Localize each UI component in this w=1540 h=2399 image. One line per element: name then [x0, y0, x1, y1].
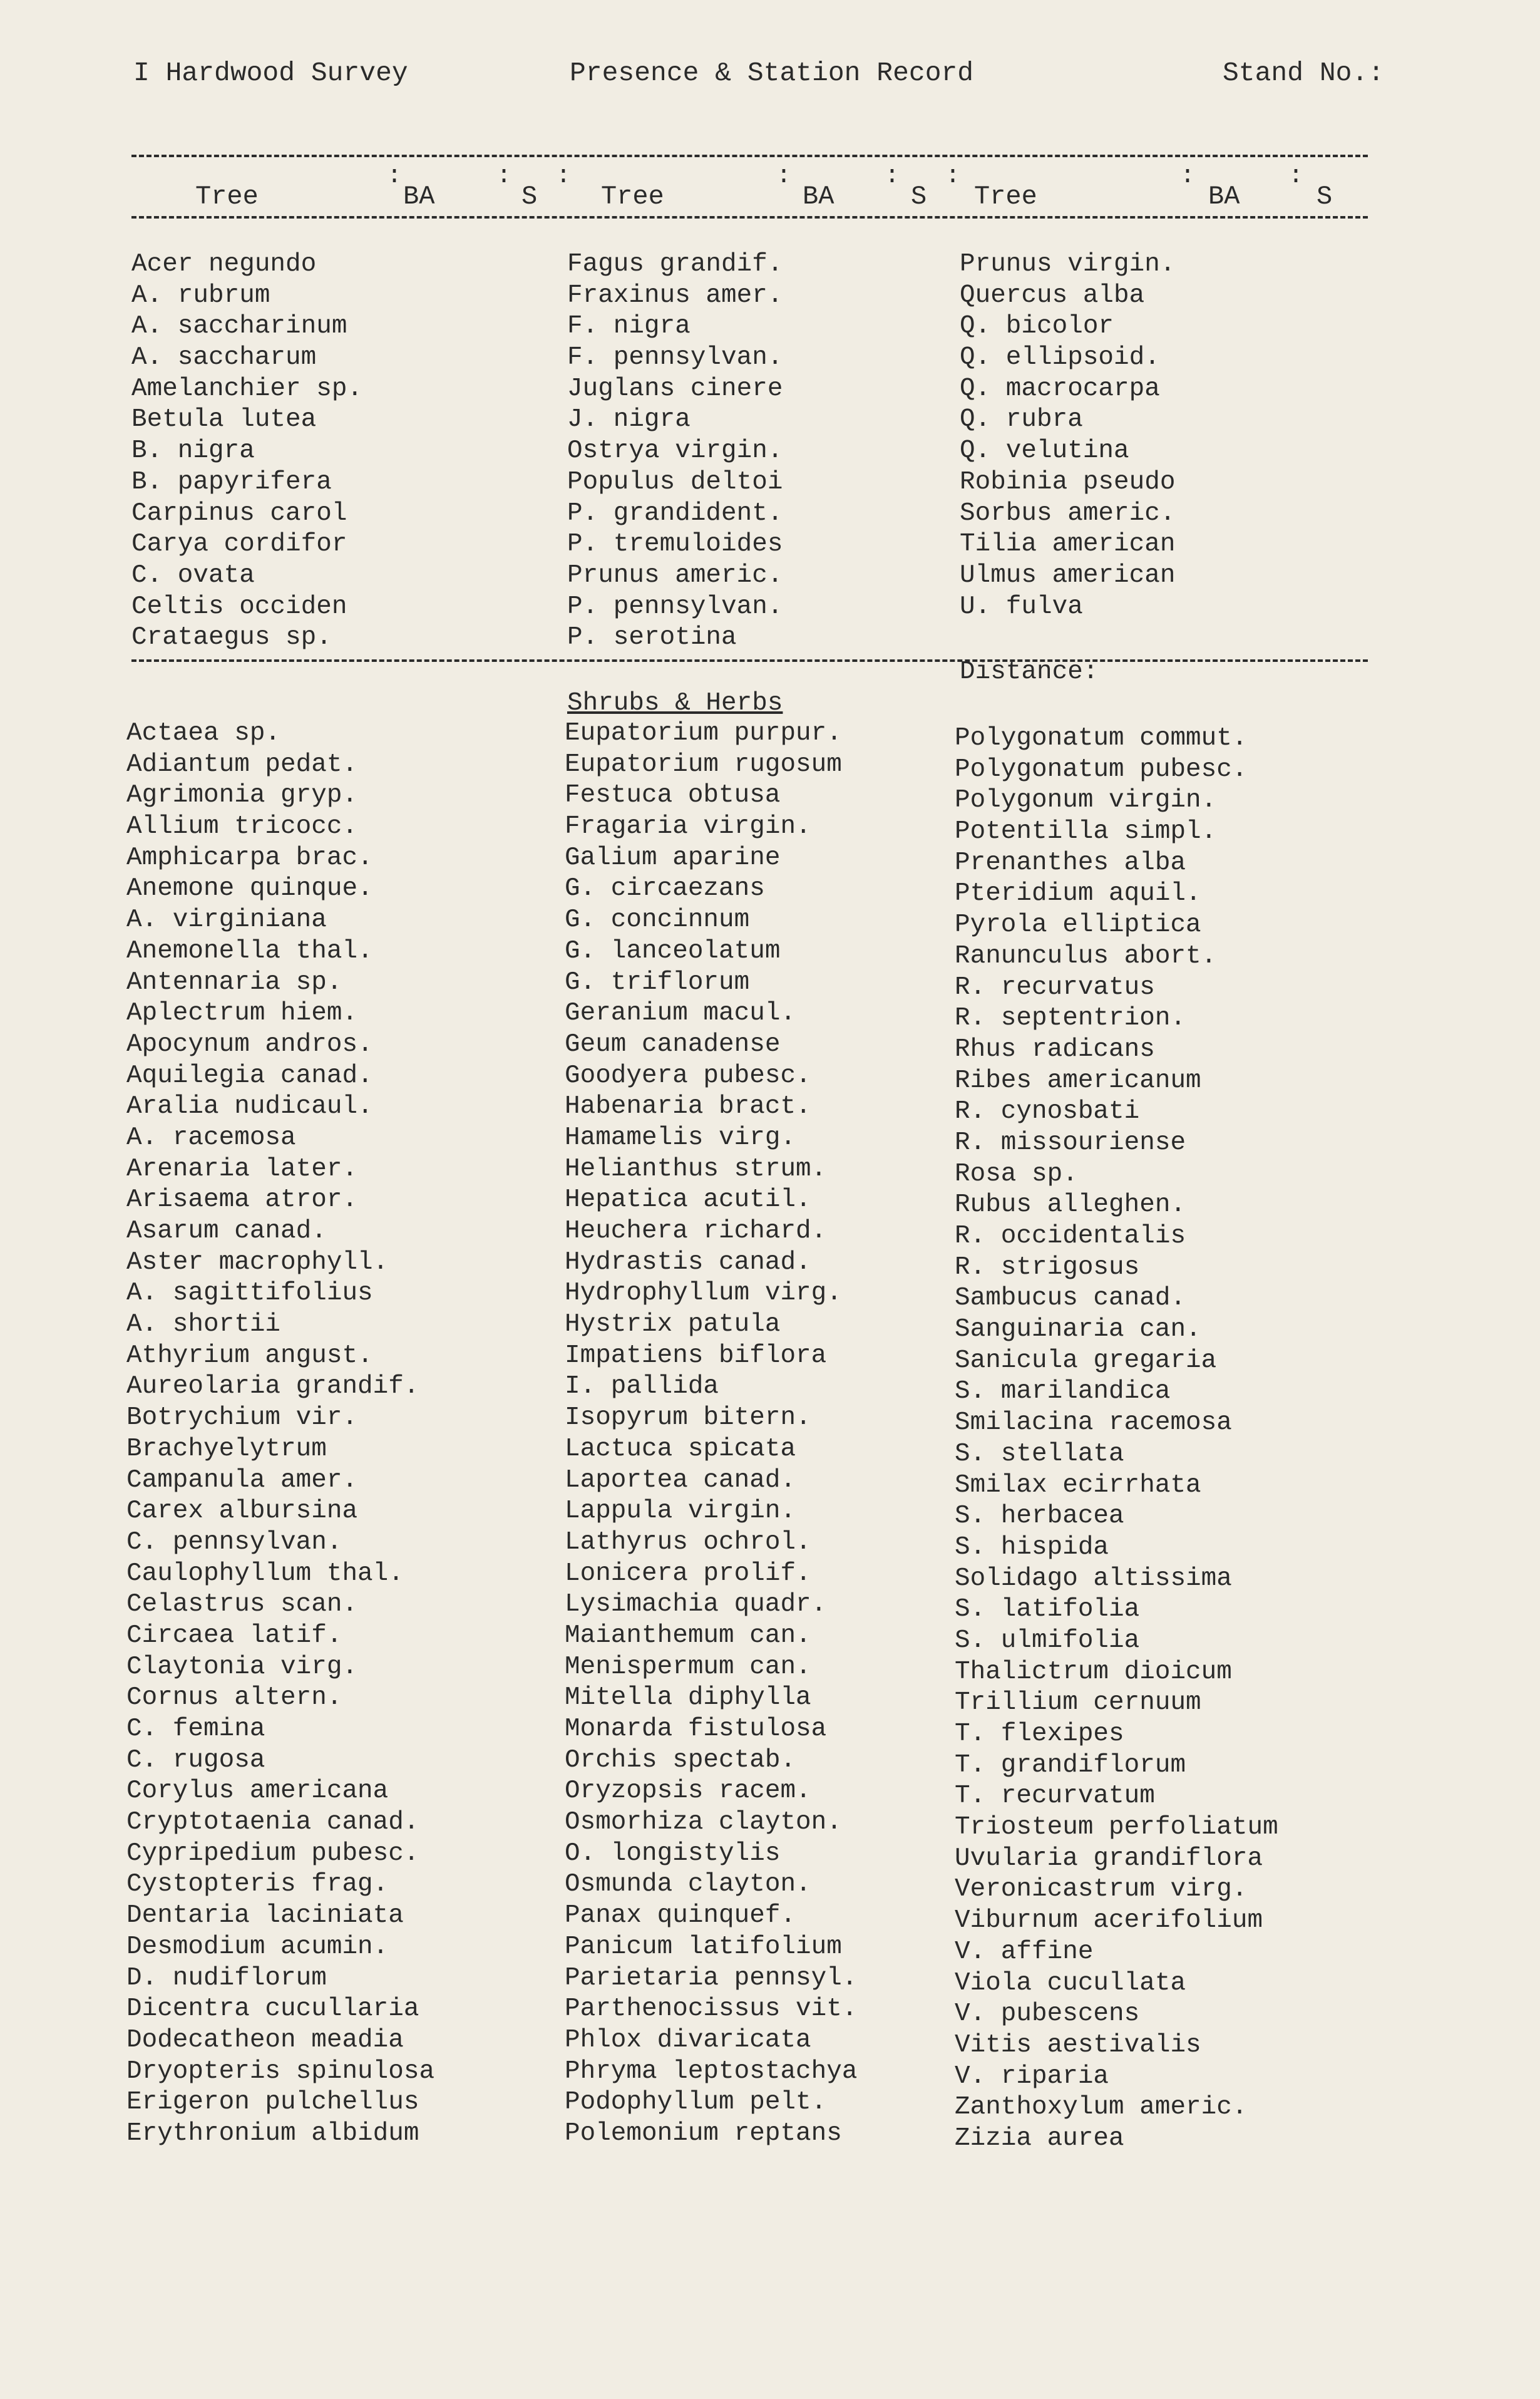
tree-list-3 — [960, 249, 1175, 622]
species-item: Polemonium reptans — [565, 2118, 842, 2148]
species-item: Fragaria virgin. — [565, 812, 811, 842]
species-item: S. marilandica — [955, 1377, 1171, 1406]
species-item: Cornus altern. — [126, 1683, 342, 1713]
species-item: T. grandiflorum — [955, 1750, 1186, 1780]
species-item: Geum canadense — [565, 1029, 781, 1059]
species-item: Acer negundo — [131, 250, 317, 279]
species-item: Arenaria later. — [126, 1154, 358, 1184]
species-item: Galium aparine — [565, 843, 781, 872]
rule-top — [131, 155, 1368, 157]
species-item: Agrimonia gryp. — [126, 781, 358, 810]
species-item: R. septentrion. — [955, 1004, 1186, 1033]
tree-list-1 — [131, 249, 362, 654]
species-item: R. cynosbati — [955, 1097, 1140, 1127]
species-item: Polygonatum pubesc. — [955, 755, 1248, 784]
species-item: R. recurvatus — [955, 972, 1155, 1002]
species-item: Geranium macul. — [565, 999, 796, 1028]
species-item: Aralia nudicaul. — [126, 1092, 373, 1122]
species-item: Smilax ecirrhata — [955, 1470, 1201, 1500]
species-item: Dodecatheon meadia — [126, 2025, 404, 2055]
species-item: P. pennsylvan. — [567, 592, 783, 621]
species-item: Phlox divaricata — [565, 2025, 811, 2055]
species-item: Prunus americ. — [567, 560, 783, 590]
species-item: Cryptotaenia canad. — [126, 1808, 419, 1837]
species-item: Isopyrum bitern. — [565, 1403, 811, 1433]
species-item: Sorbus americ. — [960, 498, 1176, 528]
species-item: V. affine — [955, 1937, 1094, 1966]
species-item: P. grandident. — [567, 498, 783, 528]
species-item: Allium tricocc. — [126, 812, 358, 842]
species-item: G. triflorum — [565, 967, 750, 997]
species-item: Phryma leptostachya — [565, 2056, 858, 2086]
species-item: G. circaezans — [565, 874, 765, 904]
species-item: Carpinus carol — [131, 498, 347, 528]
species-item: Vitis aestivalis — [955, 2030, 1201, 2060]
species-item: Habenaria bract. — [565, 1092, 811, 1122]
herb-list-3 — [955, 723, 1278, 2155]
species-item: Celtis occiden — [131, 592, 347, 621]
tree-list-2 — [567, 249, 783, 654]
species-item: Sanguinaria can. — [955, 1315, 1201, 1344]
species-item: Lathyrus ochrol. — [565, 1527, 811, 1557]
species-item: Lonicera prolif. — [565, 1559, 811, 1588]
species-item: C. femina — [126, 1715, 265, 1743]
species-item: S. latifolia — [955, 1595, 1140, 1624]
species-item: Ribes americanum — [955, 1066, 1201, 1095]
species-item: Botrychium vir. — [126, 1403, 358, 1433]
species-item: P. tremuloides — [567, 530, 783, 559]
species-item: Cystopteris frag. — [126, 1870, 389, 1899]
species-item: Viburnum acerifolium — [955, 1906, 1263, 1936]
species-item: Fraxinus amer. — [567, 281, 783, 310]
species-item: Ranunculus abort. — [955, 941, 1217, 971]
species-item: Desmodium acumin. — [126, 1932, 389, 1961]
species-item: F. nigra — [567, 312, 690, 341]
species-item: Parietaria pennsyl. — [565, 1963, 858, 1993]
species-item: Q. bicolor — [960, 312, 1114, 341]
species-item: D. nudiflorum — [126, 1963, 327, 1993]
species-item: Pyrola elliptica — [955, 911, 1201, 940]
species-item: Laportea canad. — [565, 1465, 796, 1495]
species-item: Potentilla simpl. — [955, 817, 1217, 847]
species-item: Parthenocissus vit. — [565, 1994, 858, 2024]
species-item: Heuchera richard. — [565, 1217, 827, 1246]
species-item: U. fulva — [960, 592, 1083, 621]
species-item: Zizia aurea — [955, 2123, 1124, 2153]
species-item: Brachyelytrum — [126, 1434, 327, 1463]
species-item: Sanicula gregaria — [955, 1346, 1217, 1375]
species-item: Sambucus canad. — [955, 1284, 1186, 1313]
species-item: Hydrastis canad. — [565, 1247, 811, 1277]
species-item: F. pennsylvan. — [567, 343, 783, 373]
species-item: Actaea sp. — [126, 719, 281, 748]
species-item: Campanula amer. — [126, 1465, 358, 1495]
species-item: Polygonatum commut. — [955, 724, 1248, 753]
species-item: Oryzopsis racem. — [565, 1777, 811, 1806]
species-item: Corylus americana — [126, 1777, 389, 1806]
species-item: Festuca obtusa — [565, 781, 781, 810]
separator: : — [1180, 162, 1196, 190]
species-item: Ostrya virgin. — [567, 436, 783, 466]
species-item: B. papyrifera — [131, 467, 332, 497]
col-tree-1: Tree — [195, 182, 259, 212]
herb-list-1 — [126, 718, 434, 2150]
species-item: Claytonia virg. — [126, 1652, 358, 1681]
species-item: Circaea latif. — [126, 1621, 342, 1650]
species-item: Carya cordifor — [131, 530, 347, 559]
species-item: Thalictrum dioicum — [955, 1657, 1232, 1686]
species-item: A. saccharinum — [131, 312, 347, 341]
species-item: Rhus radicans — [955, 1034, 1155, 1064]
species-item: Quercus alba — [960, 281, 1145, 310]
species-item: G. concinnum — [565, 905, 750, 935]
species-item: P. serotina — [567, 623, 737, 653]
species-item: Q. macrocarpa — [960, 374, 1160, 403]
species-item: Fagus grandif. — [567, 250, 783, 279]
species-item: Helianthus strum. — [565, 1154, 827, 1184]
species-item: V. pubescens — [955, 1999, 1140, 2029]
rule-section — [131, 659, 1368, 662]
species-item: Athyrium angust. — [126, 1341, 373, 1370]
species-item: S. hispida — [955, 1532, 1109, 1562]
species-item: I. pallida — [565, 1372, 719, 1401]
species-item: Q. velutina — [960, 436, 1129, 466]
species-item: Populus deltoi — [567, 467, 783, 497]
col-s-1: S — [521, 182, 538, 212]
distance-label: Distance: — [960, 658, 1099, 686]
species-item: Betula lutea — [131, 405, 317, 435]
species-item: Ulmus american — [960, 560, 1176, 590]
species-item: Triosteum perfoliatum — [955, 1813, 1278, 1842]
species-item: S. stellata — [955, 1439, 1124, 1468]
species-item: Erigeron pulchellus — [126, 2088, 419, 2117]
form-title: I Hardwood Survey — [133, 58, 408, 88]
species-item: Apocynum andros. — [126, 1029, 373, 1059]
form-subtitle: Presence & Station Record — [570, 58, 974, 88]
species-item: Cypripedium pubesc. — [126, 1839, 419, 1868]
species-item: T. flexipes — [955, 1720, 1124, 1748]
species-item: R. strigosus — [955, 1252, 1140, 1282]
species-item: Prunus virgin. — [960, 250, 1176, 279]
species-item: A. saccharum — [131, 343, 317, 373]
species-item: Prenanthes alba — [955, 848, 1186, 877]
separator: : — [556, 162, 572, 190]
species-item: Hamamelis virg. — [565, 1123, 796, 1152]
species-item: Panicum latifolium — [565, 1932, 842, 1961]
species-item: R. missouriense — [955, 1128, 1186, 1157]
species-item: Monarda fistulosa — [565, 1715, 827, 1743]
species-item: G. lanceolatum — [565, 936, 781, 966]
species-item: Anemonella thal. — [126, 936, 373, 966]
separator: : — [387, 162, 403, 190]
shrubs-herbs-heading: Shrubs & Herbs — [567, 689, 783, 718]
species-item: A. sagittifolius — [126, 1279, 373, 1308]
species-item: Amphicarpa brac. — [126, 843, 373, 872]
species-item: Aquilegia canad. — [126, 1061, 373, 1090]
col-tree-3: Tree — [974, 182, 1037, 212]
stand-number-label: Stand No.: — [1223, 58, 1385, 88]
species-item: Menispermum can. — [565, 1652, 811, 1681]
species-item: Panax quinquef. — [565, 1901, 796, 1931]
species-item: O. longistylis — [565, 1839, 781, 1868]
species-item: Antennaria sp. — [126, 967, 342, 997]
species-item: Dicentra cucullaria — [126, 1994, 419, 2024]
species-item: Eupatorium purpur. — [565, 719, 842, 748]
species-item: Hydrophyllum virg. — [565, 1279, 842, 1308]
species-item: Eupatorium rugosum — [565, 750, 842, 779]
species-item: Impatiens biflora — [565, 1341, 827, 1370]
species-item: Zanthoxylum americ. — [955, 2093, 1248, 2122]
col-ba-3: BA — [1208, 182, 1240, 212]
species-item: V. riparia — [955, 2061, 1109, 2091]
col-tree-2: Tree — [601, 182, 664, 212]
species-item: A. virginiana — [126, 905, 327, 935]
species-item: Maianthemum can. — [565, 1621, 811, 1650]
species-item: Osmunda clayton. — [565, 1870, 811, 1899]
species-item: Polygonum virgin. — [955, 786, 1217, 815]
species-item: Caulophyllum thal. — [126, 1559, 404, 1588]
col-s-3: S — [1317, 182, 1333, 212]
col-ba-2: BA — [803, 182, 834, 212]
species-item: Robinia pseudo — [960, 467, 1176, 497]
species-item: Aplectrum hiem. — [126, 999, 358, 1028]
species-item: Aster macrophyll. — [126, 1247, 389, 1277]
species-item: Trillium cernuum — [955, 1688, 1201, 1718]
species-item: Anemone quinque. — [126, 874, 373, 904]
species-item: Celastrus scan. — [126, 1590, 358, 1619]
species-item: Lactuca spicata — [565, 1434, 796, 1463]
species-item: Smilacina racemosa — [955, 1408, 1232, 1438]
rule-header-bottom — [131, 216, 1368, 219]
species-item: Dentaria laciniata — [126, 1901, 404, 1931]
species-item: Crataegus sp. — [131, 623, 332, 653]
herb-list-2 — [565, 718, 857, 2150]
separator: : — [496, 162, 512, 190]
separator: : — [885, 162, 900, 190]
species-item: A. rubrum — [131, 281, 270, 310]
col-ba-1: BA — [403, 182, 435, 212]
species-item: C. ovata — [131, 560, 255, 590]
species-item: Q. ellipsoid. — [960, 343, 1160, 373]
species-item: R. occidentalis — [955, 1222, 1186, 1251]
species-item: Arisaema atror. — [126, 1185, 358, 1215]
species-item: Erythronium albidum — [126, 2118, 419, 2148]
species-item: Rubus alleghen. — [955, 1190, 1186, 1220]
species-item: Mitella diphylla — [565, 1683, 811, 1713]
species-item: Dryopteris spinulosa — [126, 2056, 435, 2086]
col-s-2: S — [911, 182, 927, 212]
species-item: Goodyera pubesc. — [565, 1061, 811, 1090]
species-item: C. rugosa — [126, 1745, 265, 1775]
separator: : — [1288, 162, 1304, 190]
species-item: Pteridium aquil. — [955, 879, 1201, 909]
species-item: T. recurvatum — [955, 1782, 1155, 1811]
species-item: B. nigra — [131, 436, 255, 466]
species-item: J. nigra — [567, 405, 690, 435]
species-item: A. shortii — [126, 1310, 281, 1339]
separator: : — [776, 162, 792, 190]
species-item: Viola cucullata — [955, 1968, 1186, 1998]
separator: : — [945, 162, 961, 190]
species-item: Adiantum pedat. — [126, 750, 358, 779]
species-item: Tilia american — [960, 530, 1176, 559]
species-item: S. herbacea — [955, 1502, 1124, 1531]
species-item: C. pennsylvan. — [126, 1527, 342, 1557]
species-item: Hepatica acutil. — [565, 1185, 811, 1215]
species-item: Uvularia grandiflora — [955, 1844, 1263, 1873]
species-item: Juglans cinere — [567, 374, 783, 403]
species-item: Podophyllum pelt. — [565, 2088, 827, 2117]
species-item: Solidago altissima — [955, 1564, 1232, 1593]
species-item: Hystrix patula — [565, 1310, 781, 1339]
species-item: Orchis spectab. — [565, 1745, 796, 1775]
species-item: S. ulmifolia — [955, 1626, 1140, 1655]
species-item: Amelanchier sp. — [131, 374, 363, 403]
species-item: Carex albursina — [126, 1497, 358, 1526]
species-item: Aureolaria grandif. — [126, 1372, 419, 1401]
species-item: Veronicastrum virg. — [955, 1875, 1248, 1904]
species-item: Lysimachia quadr. — [565, 1590, 827, 1619]
species-item: A. racemosa — [126, 1123, 296, 1152]
species-item: Rosa sp. — [955, 1159, 1078, 1189]
species-item: Osmorhiza clayton. — [565, 1808, 842, 1837]
species-item: Lappula virgin. — [565, 1497, 796, 1526]
species-item: Asarum canad. — [126, 1217, 327, 1246]
species-item: Q. rubra — [960, 405, 1083, 435]
